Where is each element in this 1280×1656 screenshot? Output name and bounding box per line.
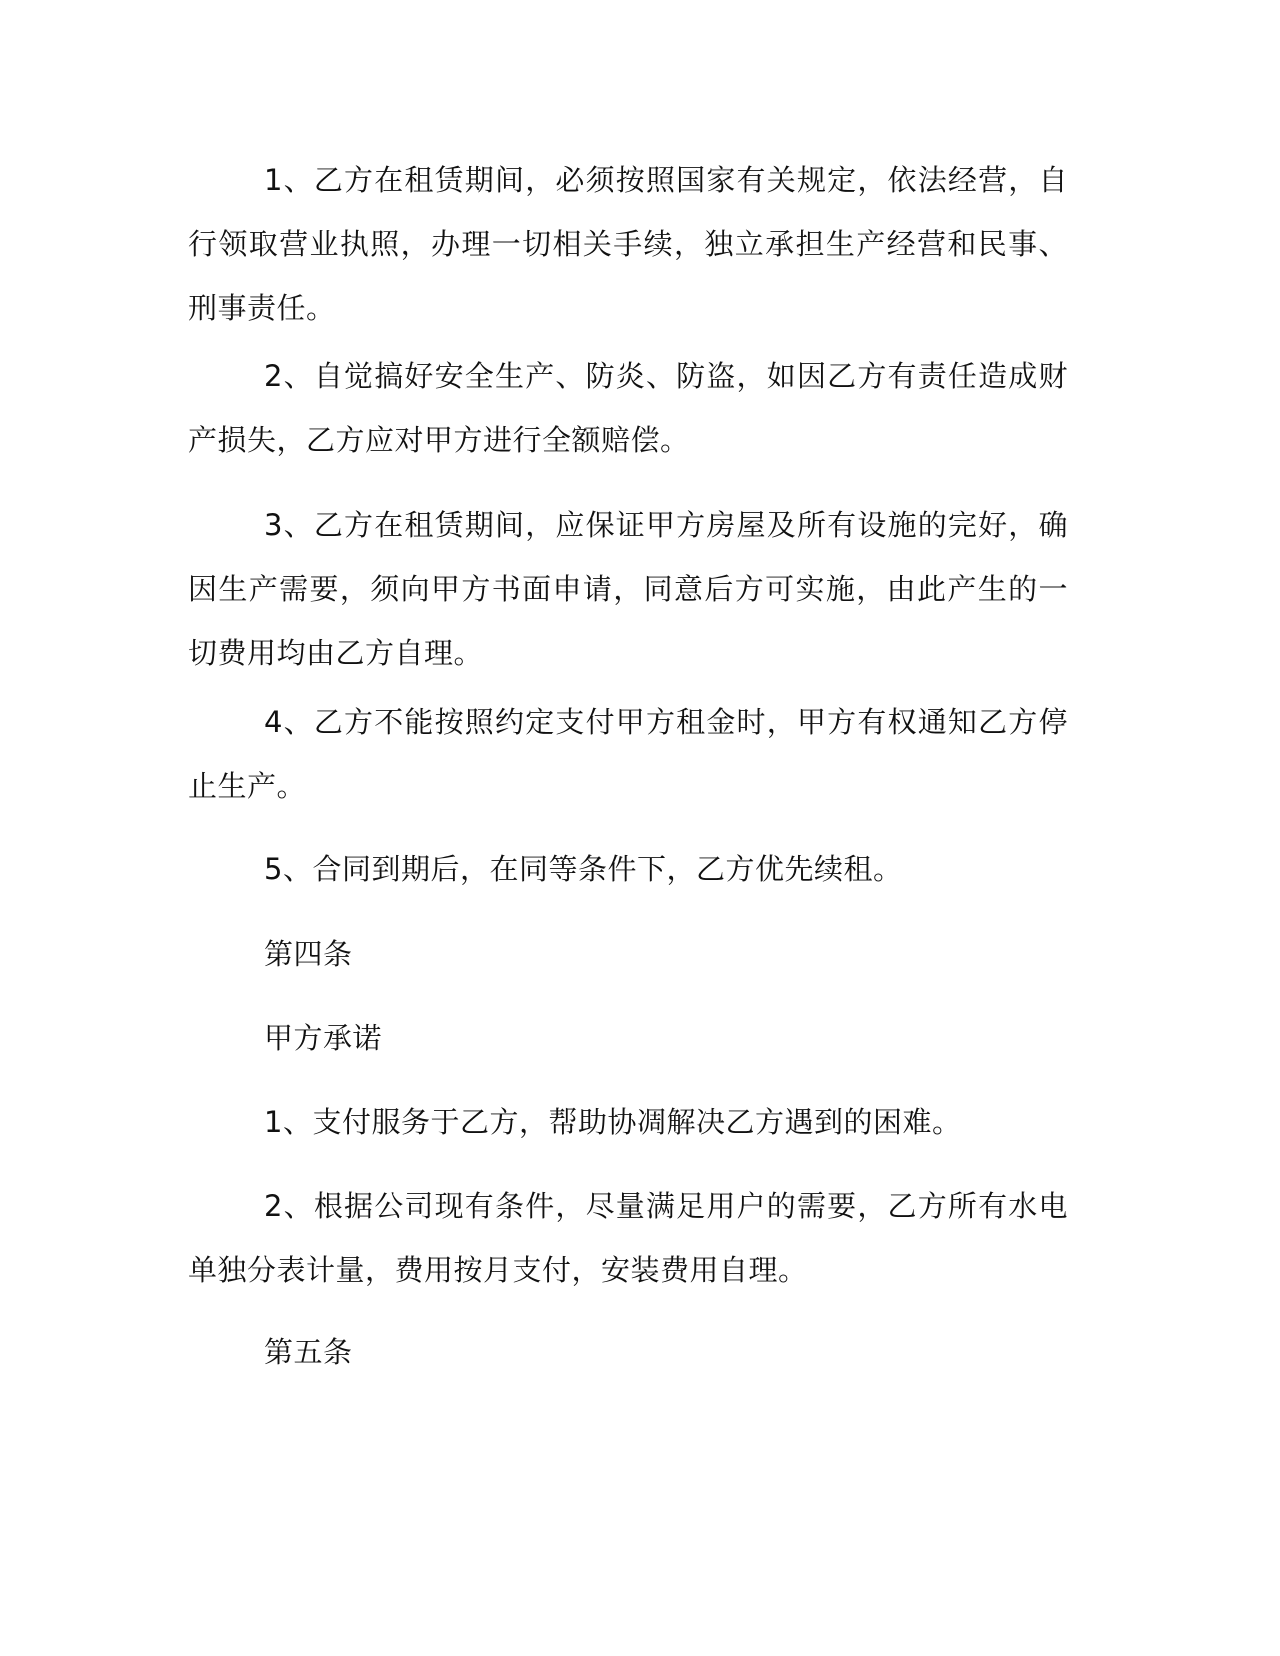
article-five-heading: 第五条 [264, 1335, 353, 1369]
article-four-subheading: 甲方承诺 [264, 1021, 383, 1055]
clause-paragraph-2: 2、自觉搞好安全生产、防炎、防盗，如因乙方有责任造成财产损失，乙方应对甲方进行全额赔偿。 [188, 359, 1068, 457]
promise-item-2: 2、根据公司现有条件，尽量满足用户的需要，乙方所有水电单独分表计量，费用按月支付，安装费用自理。 [188, 1189, 1068, 1287]
clause-paragraph-4: 4、乙方不能按照约定支付甲方租金时，甲方有权通知乙方停止生产。 [188, 705, 1068, 803]
article-four-heading: 第四条 [264, 937, 353, 971]
promise-item-1: 1、支付服务于乙方，帮助协凋解决乙方遇到的困难。 [264, 1105, 962, 1139]
clause-paragraph-5: 5、合同到期后，在同等条件下，乙方优先续租。 [264, 852, 903, 886]
clause-paragraph-1: 1、乙方在租赁期间，必须按照国家有关规定，依法经营，自行领取营业执照，办理一切相关手续，独立承担生产经营和民事、刑事责任。 [188, 163, 1068, 325]
clause-paragraph-3: 3、乙方在租赁期间，应保证甲方房屋及所有设施的完好，确因生产需要，须向甲方书面申请，同意后方可实施，由此产生的一切费用均由乙方自理。 [188, 508, 1068, 670]
